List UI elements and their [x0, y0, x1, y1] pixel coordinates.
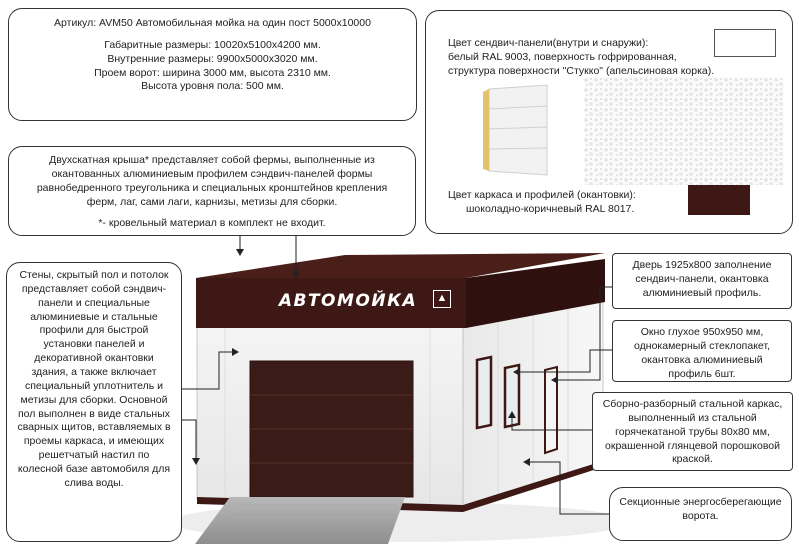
specification-box: [8, 8, 417, 121]
car-wash-logo-icon: ▲: [433, 290, 451, 308]
frame-color-swatch: [688, 185, 750, 215]
side-window: [477, 357, 491, 428]
door-text: Дверь 1925х800 заполнение сендвич-панели, окантовка алюминиевый профиль.: [632, 259, 772, 299]
frame-text: Сборно-разборный стальной каркас, выполненный из стальной горячекатаной трубы 80х80 мм, окрашенной глянцевой порошковой краской.: [602, 398, 783, 466]
walls-text: Стены, скрытый пол и потолок представляет собой сэндвич-панели и специальные алюминиевые и стальные профили для быстрой установки панелей и декоративной окантовки здания, а также включает специальный уплотнитель и метизы для сборки. Основной пол выполнен в виде стальных сварных щитов, вставляемых в проемы каркаса, и имеющих решетчатый настил по колесной базе автомобиля для слива воды.: [17, 269, 171, 489]
window-description-box: [612, 320, 792, 382]
car-wash-sign: АВТОМОЙКА: [278, 291, 418, 311]
stucco-texture-sample: [584, 77, 784, 185]
sandwich-panel-sample: [481, 83, 561, 179]
colors-box: [425, 10, 793, 234]
overall-size-text: Габаритные размеры: 10020х5100х4200 мм.: [104, 38, 321, 51]
roof-text: Двухскатная крыша* представляет собой фермы, выполненные из окантованных алюминиевым профилем сэндвич-панелей формы равнобедренного треугольника и специальных кронштейнов крепления ферм, лаг, сами лаги, карнизы, метизы для сборки.: [36, 154, 388, 208]
window-text: Окно глухое 950х950 мм, однокамерный стеклопакет, окантовка алюминиевый профиль 6шт.: [634, 326, 770, 380]
panel-color-line-3: структура поверхности "Стукко" (апельсиновая корка).: [448, 65, 715, 77]
article-text: Артикул: AVM50 Автомобильная мойка на один пост 5000х10000: [54, 17, 371, 29]
entry-ramp: [195, 497, 405, 544]
frame-description-box: [592, 392, 793, 471]
gate-description-box: [609, 487, 792, 541]
garage-door: [250, 361, 413, 497]
gate-text: Секционные энергосберегающие ворота.: [619, 496, 782, 522]
floor-level-text: Высота уровня пола: 500 мм.: [141, 80, 284, 93]
walls-description-box: [6, 262, 182, 542]
frame-color-line-2: шоколадно-коричневый RAL 8017.: [466, 203, 635, 215]
frame-color-line-1: Цвет каркаса и профилей (окантовки):: [448, 189, 636, 201]
internal-size-text: Внутренние размеры: 9900х5000х3020 мм.: [107, 52, 318, 65]
gate-opening-text: Проем ворот: ширина 3000 мм, высота 2310 мм.: [94, 66, 331, 79]
panel-color-line-1: Цвет сендвич-панели(внутри и снаружи):: [448, 37, 649, 49]
panel-color-line-2: белый RAL 9003, поверхность гофрированная,: [448, 51, 677, 63]
panel-color-swatch: [714, 29, 776, 57]
door-description-box: [612, 253, 792, 309]
roof-note: *- кровельный материал в комплект не входит.: [98, 217, 326, 230]
roof-description-box: [8, 146, 416, 236]
